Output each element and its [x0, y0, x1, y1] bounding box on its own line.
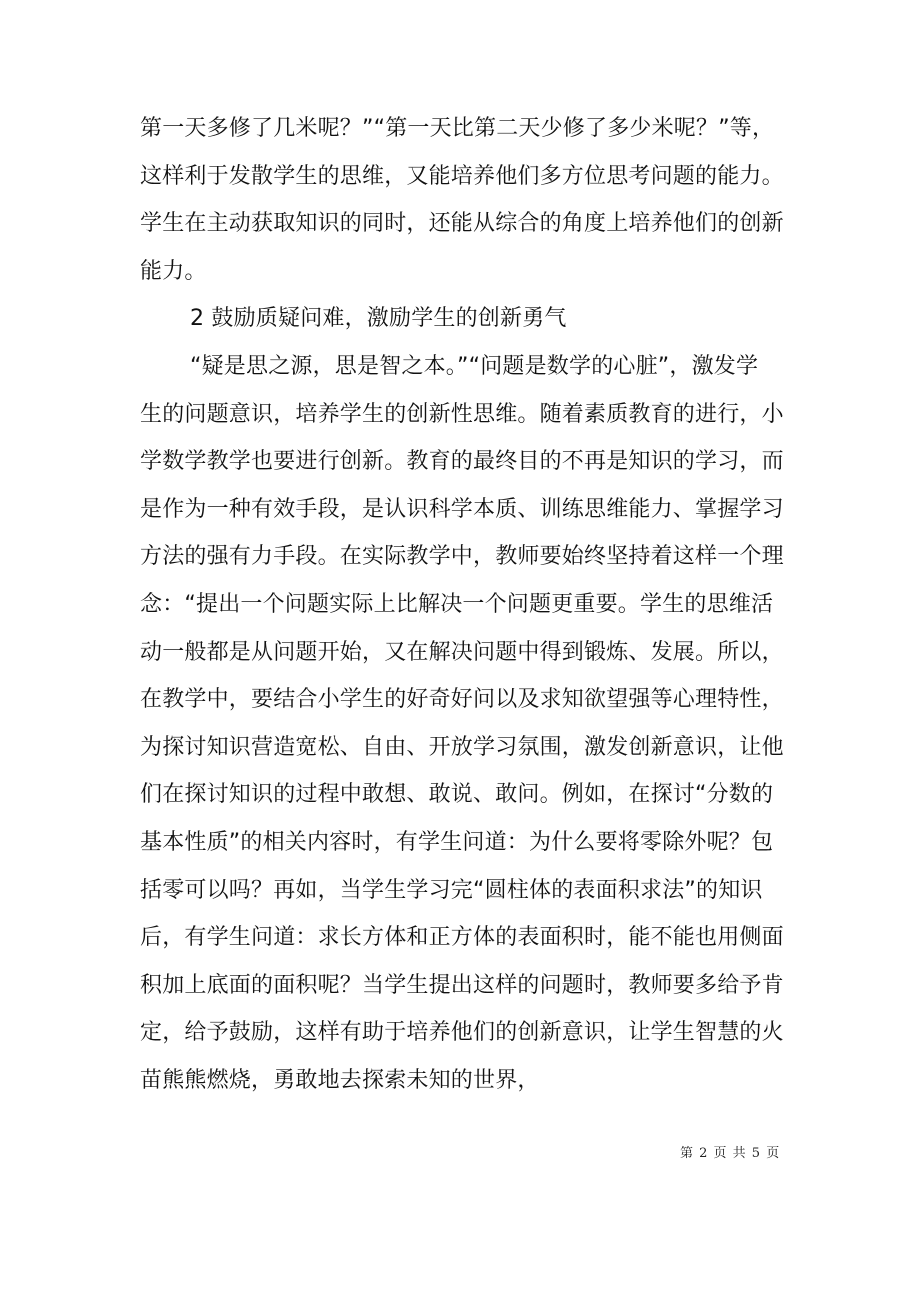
- paragraph-2: [140, 353, 784, 1094]
- text-line: 后，有学生问道：求长方体和正方体的表面积时，能不能也用侧面: [140, 925, 784, 951]
- text-line: 是作为一种有效手段，是认识科学本质、训练思维能力、掌握学习: [140, 496, 784, 522]
- text-line: 动一般都是从问题开始，又在解决问题中得到锻炼、发展。所以，: [140, 639, 784, 665]
- text-line: 第一天多修了几米呢？”“第一天比第二天少修了多少米呢？”等，: [140, 116, 775, 141]
- text-line: 生的问题意识，培养学生的创新性思维。随着素质教育的进行，小: [140, 401, 784, 427]
- section-heading: 2 鼓励质疑问难，激励学生的创新勇气: [190, 306, 567, 332]
- text-line: 积加上底面的面积呢？当学生提出这样的问题时，教师要多给予肯: [140, 972, 784, 998]
- text-line: 们在探讨知识的过程中敢想、敢说、敢问。例如，在探讨“分数的: [140, 782, 774, 808]
- text-line: 为探讨知识营造宽松、自由、开放学习氛围，激发创新意识，让他: [140, 734, 784, 760]
- text-line: 能力。: [140, 258, 207, 284]
- text-line: 定，给予鼓励，这样有助于培养他们的创新意识，让学生智慧的火: [140, 1020, 784, 1046]
- text-line: 学生在主动获取知识的同时，还能从综合的角度上培养他们的创新: [140, 211, 784, 237]
- text-line: 学数学教学也要进行创新。教育的最终目的不再是知识的学习，而: [140, 449, 784, 475]
- page-number-footer: 第 2 页 共 5 页: [680, 1146, 781, 1161]
- text-line: “疑是思之源，思是智之本。”“问题是数学的心脏”，激发学: [190, 353, 759, 379]
- text-line: 方法的强有力手段。在实际教学中，教师要始终坚持着这样一个理: [140, 544, 784, 570]
- text-line: 基本性质”的相关内容时，有学生问道：为什么要将零除外呢？包: [140, 829, 774, 855]
- text-line: 苗熊熊燃烧，勇敢地去探索未知的世界，: [140, 1067, 540, 1093]
- text-line: 括零可以吗？再如，当学生学习完“圆柱体的表面积求法”的知识: [140, 877, 763, 903]
- text-line: 这样利于发散学生的思维，又能培养他们多方位思考问题的能力。: [140, 163, 784, 189]
- text-line: 在教学中，要结合小学生的好奇好问以及求知欲望强等心理特性，: [140, 687, 784, 713]
- paragraph-1: [140, 116, 784, 285]
- document-body: [140, 116, 784, 1115]
- text-line: 念：“提出一个问题实际上比解决一个问题更重要。学生的思维活: [140, 591, 774, 617]
